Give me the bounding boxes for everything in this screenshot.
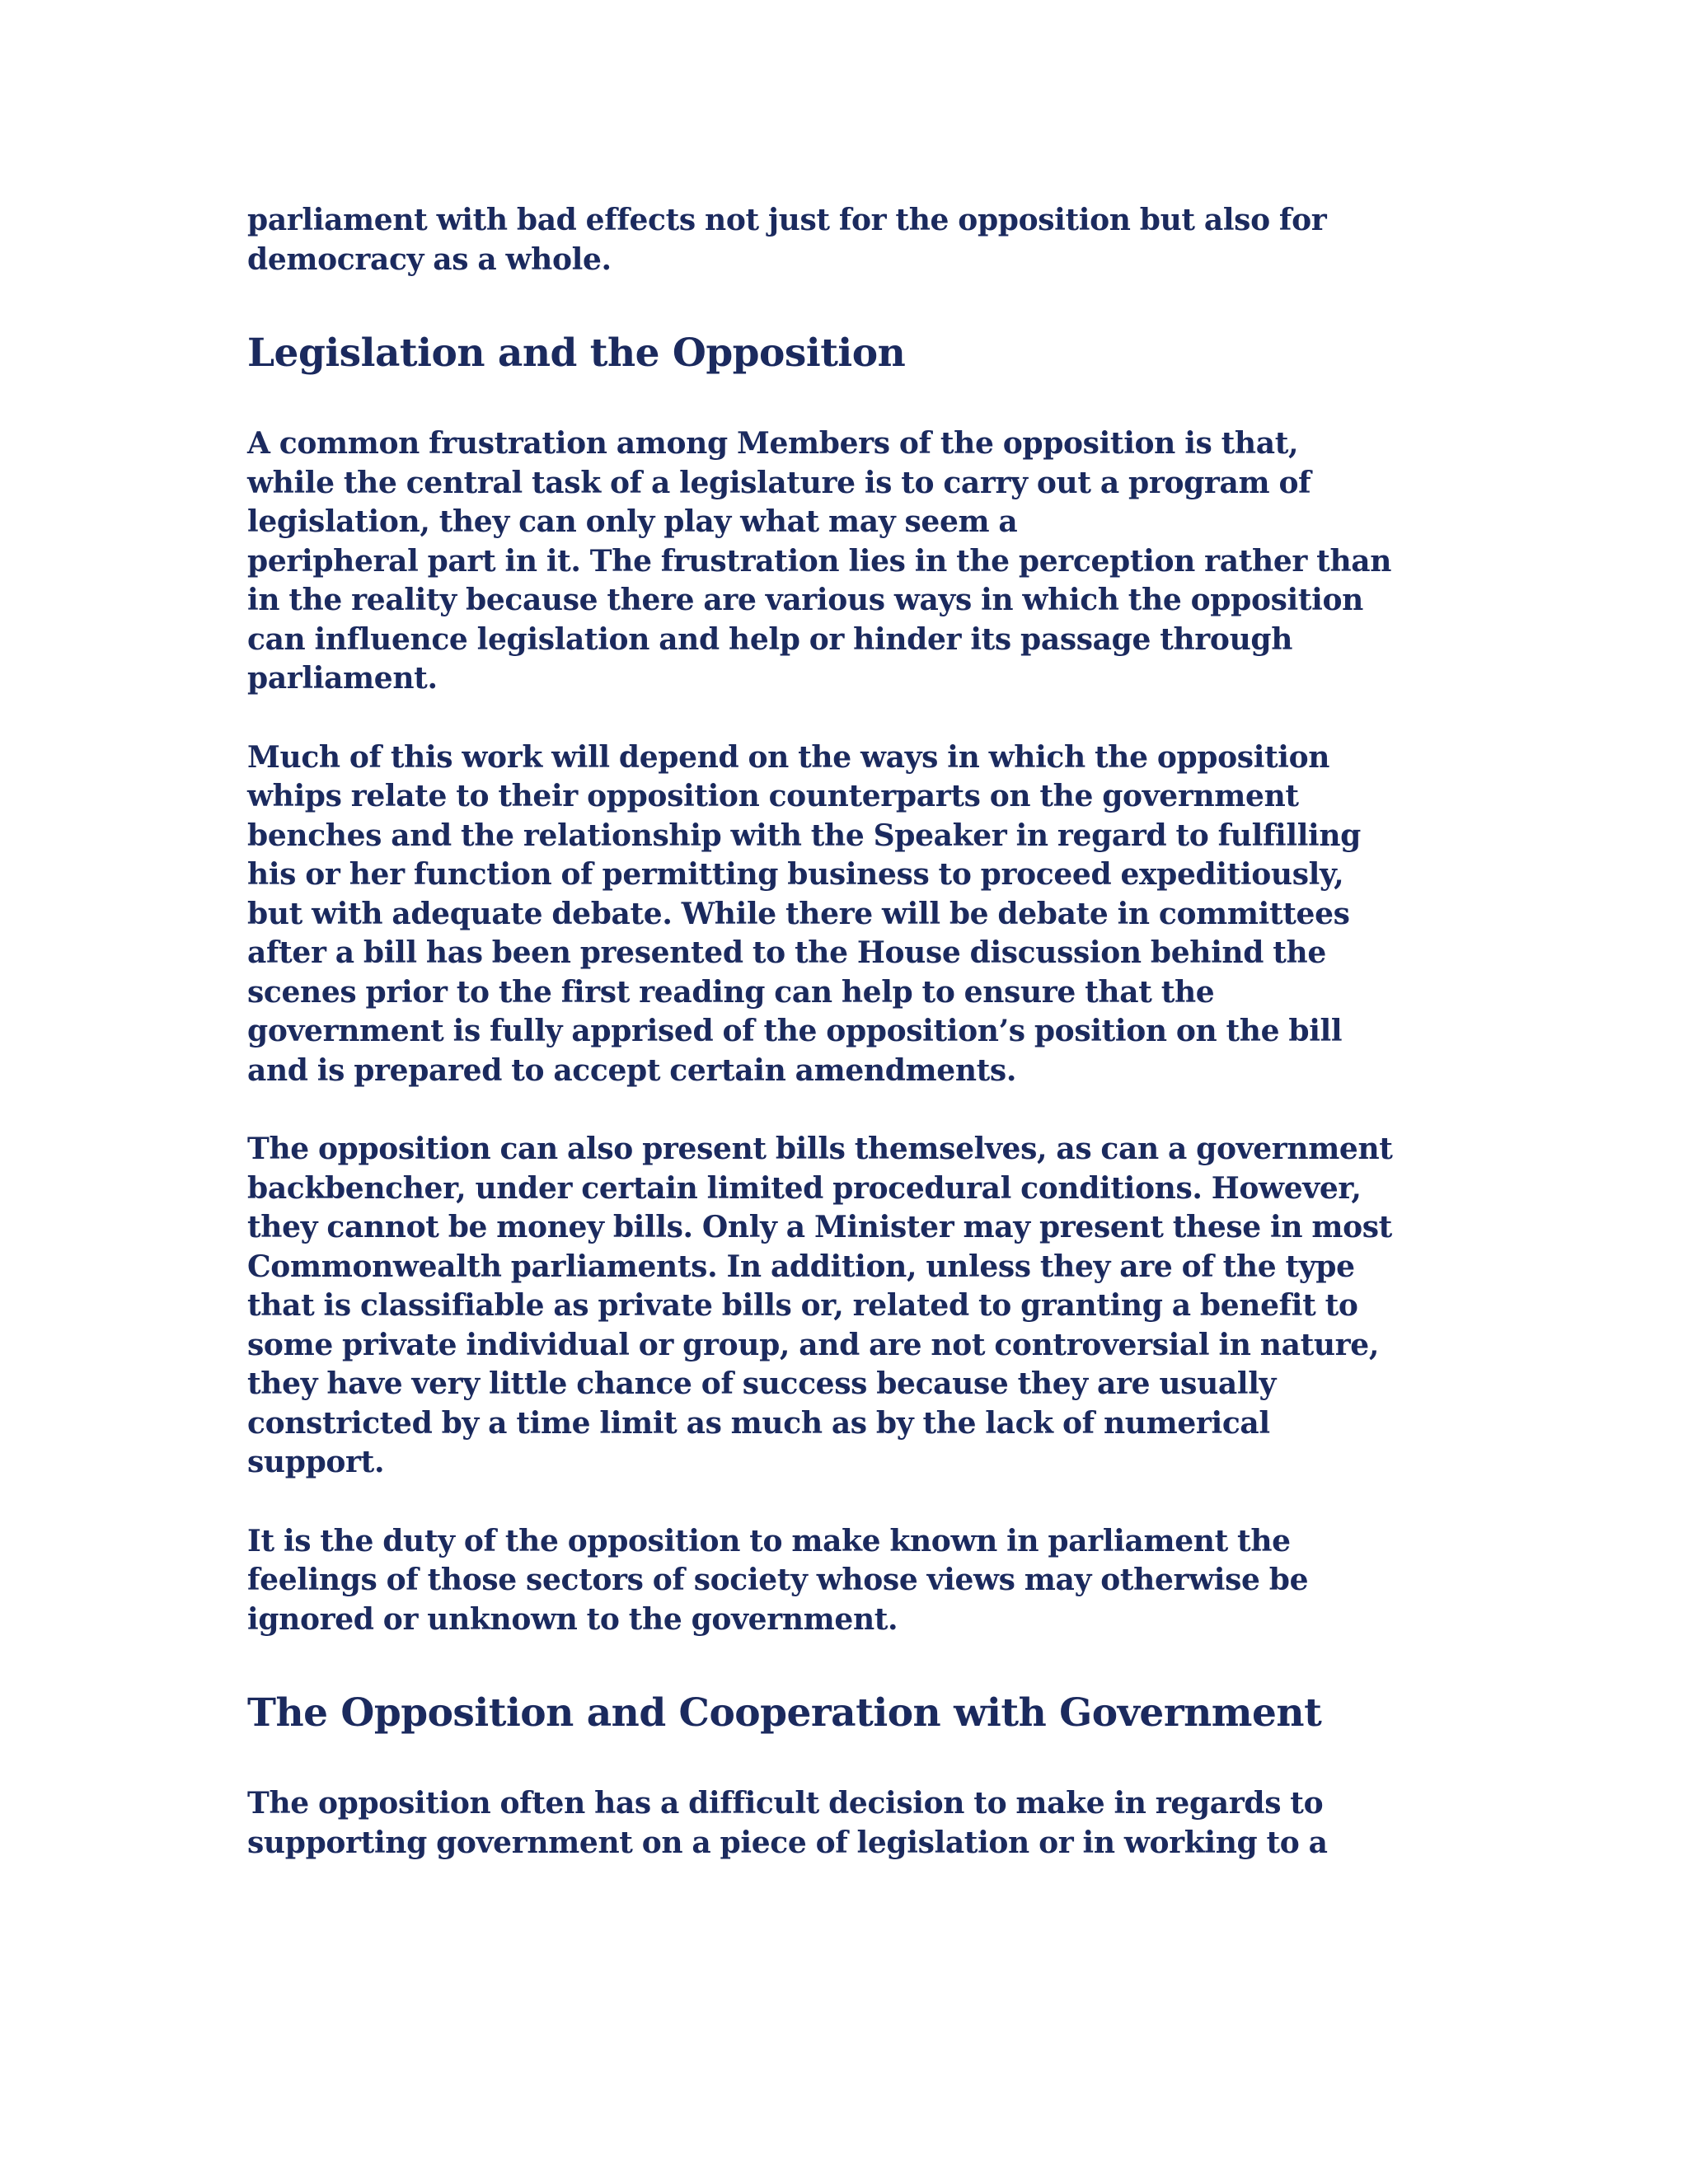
- text-line: It is the duty of the opposition to make known in parliament the: [247, 1523, 1291, 1558]
- text-line: parliament with bad effects not just for the opposition but also for: [247, 203, 1327, 237]
- paragraph-duty: [247, 1522, 1451, 1640]
- spacer: [247, 279, 1451, 329]
- text-line: but with adequate debate. While there will be debate in committees: [247, 896, 1350, 931]
- text-line: support.: [247, 1445, 385, 1479]
- text-line: backbencher, under certain limited procedural conditions. However,: [247, 1170, 1362, 1206]
- text-line: feelings of those sectors of society whose views may otherwise be: [247, 1563, 1309, 1597]
- text-line: whips relate to their opposition counterparts on the government: [247, 779, 1299, 813]
- text-line: his or her function of permitting business to proceed expeditiously,: [247, 857, 1344, 892]
- intro-paragraph: [247, 201, 1451, 279]
- text-line: scenes prior to the first reading can help to ensure that the: [247, 974, 1215, 1010]
- text-line: benches and the relationship with the Speaker in regard to fulfilling: [247, 818, 1361, 853]
- text-line: The opposition often has a difficult decision to make in regards to: [247, 1786, 1324, 1821]
- paragraph-whips: [247, 738, 1451, 1091]
- text-line: government is fully apprised of the opposition’s position on the bill: [247, 1014, 1343, 1048]
- text-line: Commonwealth parliaments. In addition, unless they are of the type: [247, 1249, 1355, 1284]
- text-line: they have very little chance of success because they are usually: [247, 1366, 1277, 1401]
- section-heading-cooperation: The Opposition and Cooperation with Government: [247, 1690, 1322, 1736]
- text-line: parliament.: [247, 661, 438, 696]
- section-heading-legislation: Legislation and the Opposition: [247, 330, 906, 376]
- text-line: after a bill has been presented to the House discussion behind the: [247, 935, 1326, 970]
- text-line: that is classifiable as private bills or, related to granting a benefit to: [247, 1288, 1358, 1323]
- text-line: democracy as a whole.: [247, 241, 612, 277]
- text-line: supporting government on a piece of legislation or in working to a: [247, 1825, 1328, 1860]
- text-line: ignored or unknown to the government.: [247, 1601, 898, 1637]
- text-line: Much of this work will depend on the ways in which the opposition: [247, 739, 1330, 775]
- text-line: legislation, they can only play what may seem a: [247, 504, 1018, 539]
- paragraph-bills: [247, 1130, 1451, 1483]
- spacer: [247, 1738, 1451, 1784]
- spacer: [247, 1639, 1451, 1689]
- text-line: constricted by a time limit as much as by the lack of numerical: [247, 1405, 1270, 1441]
- text-line: they cannot be money bills. Only a Minister may present these in most: [247, 1210, 1392, 1244]
- page-content: [247, 201, 1451, 1863]
- text-line: peripheral part in it. The frustration lies in the perception rather than: [247, 543, 1392, 579]
- spacer: [247, 378, 1451, 424]
- spacer: [247, 1483, 1451, 1522]
- spacer: [247, 699, 1451, 738]
- text-line: in the reality because there are various ways in which the opposition: [247, 583, 1363, 617]
- text-line: and is prepared to accept certain amendments.: [247, 1052, 1017, 1088]
- text-line: can influence legislation and help or hinder its passage through: [247, 621, 1293, 657]
- text-line: A common frustration among Members of the opposition is that,: [247, 426, 1299, 461]
- spacer: [247, 1090, 1451, 1130]
- text-line: while the central task of a legislature is to carry out a program of: [247, 465, 1311, 500]
- text-line: The opposition can also present bills themselves, as can a government: [247, 1132, 1393, 1166]
- paragraph-decision: [247, 1784, 1451, 1863]
- paragraph-frustration: [247, 424, 1451, 699]
- text-line: some private individual or group, and are not controversial in nature,: [247, 1327, 1380, 1362]
